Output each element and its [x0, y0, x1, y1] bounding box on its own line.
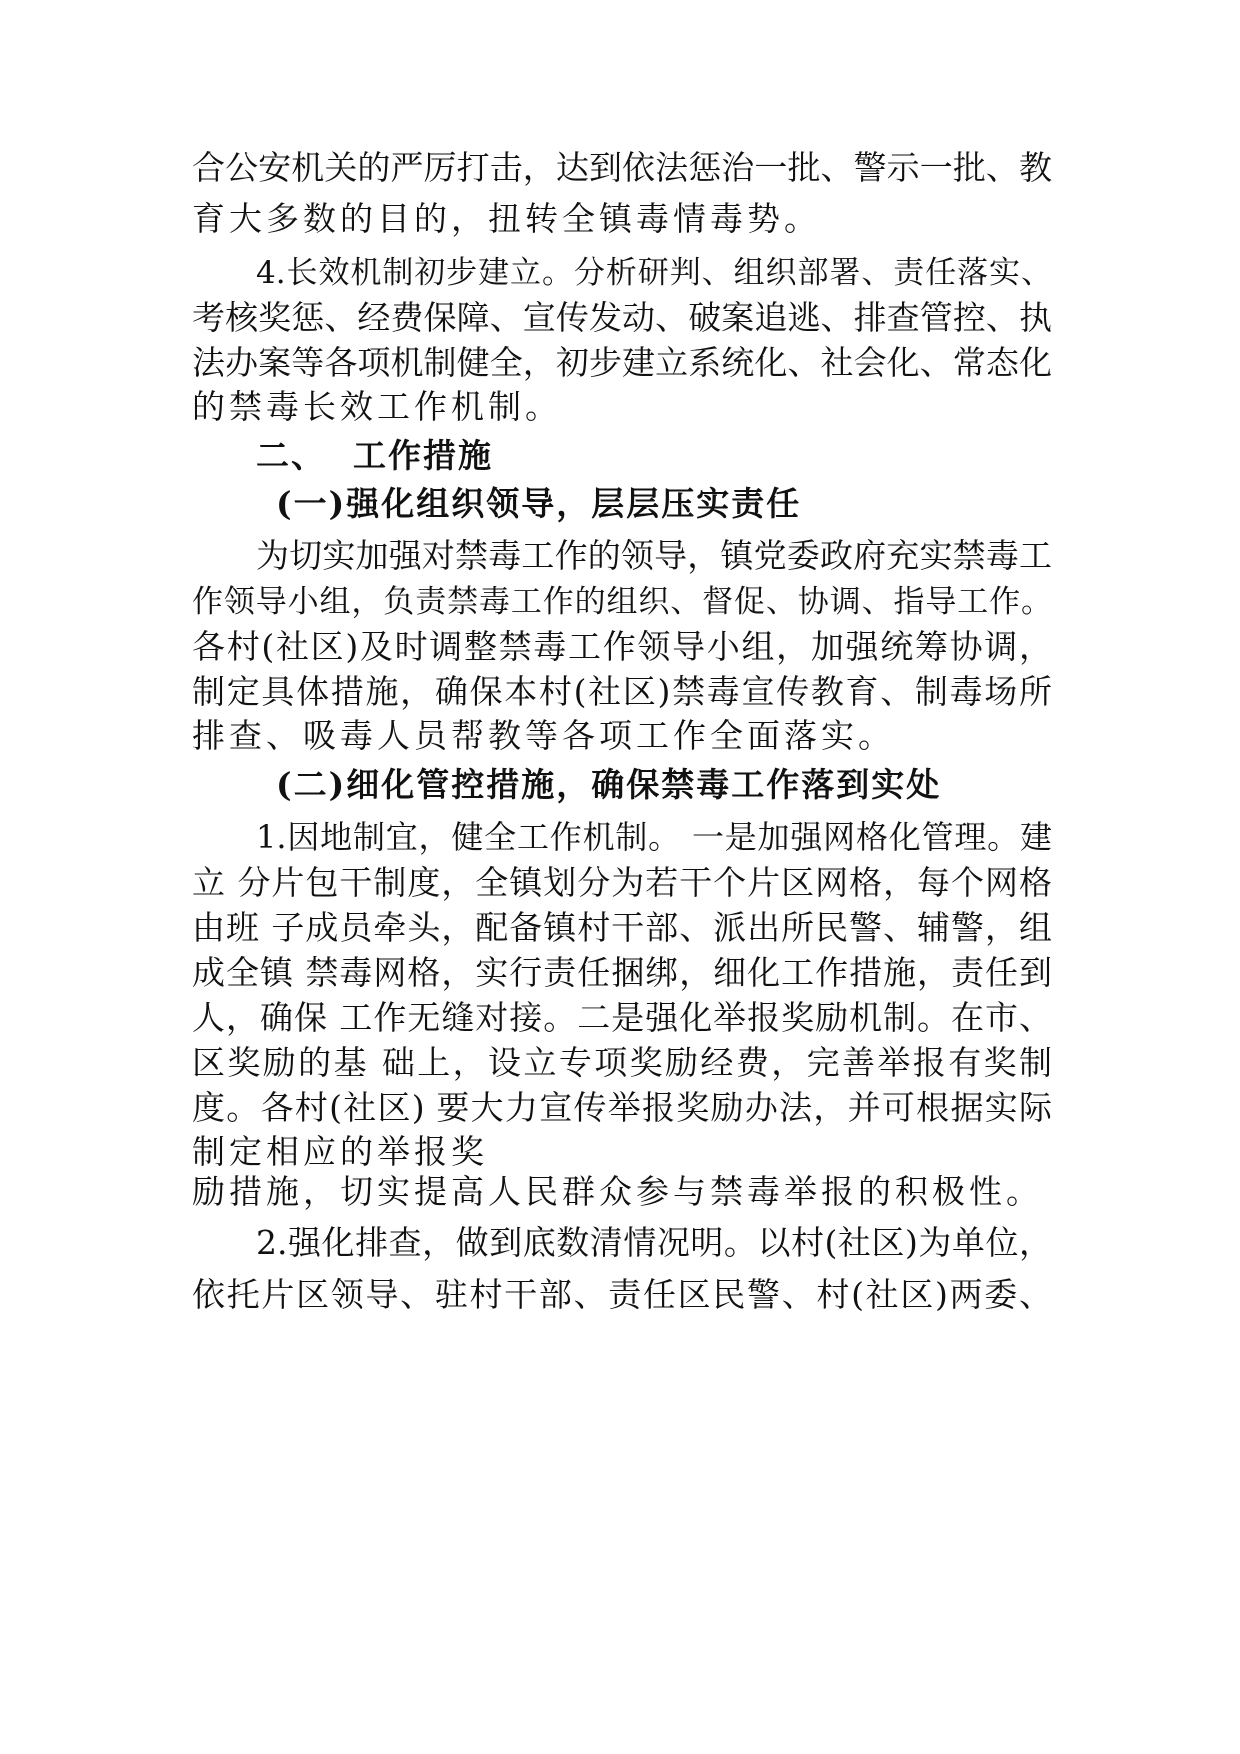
body-text-line: 考核奖惩、经费保障、宣传发动、破案追逃、排查管控、执: [192, 298, 1052, 337]
body-text-line: 作领导小组，负责禁毒工作的组织、督促、协调、指导工作。: [192, 584, 1052, 620]
body-text-line: 度。各村(社区) 要大力宣传举报奖励办法，并可根据实际: [192, 1088, 1052, 1127]
body-text-line: 依托片区领导、驻村干部、责任区民警、村(社区)两委、: [192, 1275, 1052, 1314]
body-text-line: 法办案等各项机制健全，初步建立系统化、社会化、常态化: [192, 343, 1052, 382]
body-text-line: 各村(社区)及时调整禁毒工作领导小组，加强统筹协调，: [192, 627, 1052, 666]
body-text-line: 由班 子成员牵头，配备镇村干部、派出所民警、辅警，组: [192, 908, 1052, 947]
body-text-line: 2.强化排查，做到底数清情况明。以村(社区)为单位，: [256, 1223, 1052, 1262]
body-text-line: 1.因地制宜，健全工作机制。 一是加强网格化管理。建: [256, 818, 1052, 856]
body-text-line: 排查、吸毒人员帮教等各项工作全面落实。: [192, 716, 895, 755]
body-text-line: 的禁毒长效工作机制。: [192, 387, 562, 426]
section-heading: 二、 工作措施: [256, 436, 493, 475]
body-text-line: 成全镇 禁毒网格，实行责任捆绑，细化工作措施，责任到: [192, 953, 1052, 992]
subsection-heading: (二)细化管控措施，确保禁毒工作落到实处: [276, 765, 942, 804]
body-text-line: 制定具体措施，确保本村(社区)禁毒宣传教育、制毒场所: [192, 672, 1052, 711]
subsection-heading: (一)强化组织领导，层层压实责任: [276, 484, 802, 523]
body-text-line: 制定相应的举报奖: [192, 1132, 488, 1171]
body-text-line: 4.长效机制初步建立。分析研判、组织部署、责任落实、: [256, 255, 1052, 291]
body-text-line: 区奖励的基 础上，设立专项奖励经费，完善举报有奖制: [192, 1043, 1052, 1082]
body-text-line: 励措施，切实提高人民群众参与禁毒举报的积极性。: [192, 1172, 1043, 1211]
body-text-line: 合公安机关的严厉打击，达到依法惩治一批、警示一批、教: [192, 148, 1052, 187]
body-text-line: 为切实加强对禁毒工作的领导，镇党委政府充实禁毒工: [256, 536, 1052, 575]
body-text-line: 育大多数的目的，扭转全镇毒情毒势。: [192, 199, 821, 238]
body-text-line: 人，确保 工作无缝对接。二是强化举报奖励机制。在市、: [192, 998, 1052, 1037]
body-text-line: 立 分片包干制度，全镇划分为若干个片区网格，每个网格: [192, 863, 1052, 902]
